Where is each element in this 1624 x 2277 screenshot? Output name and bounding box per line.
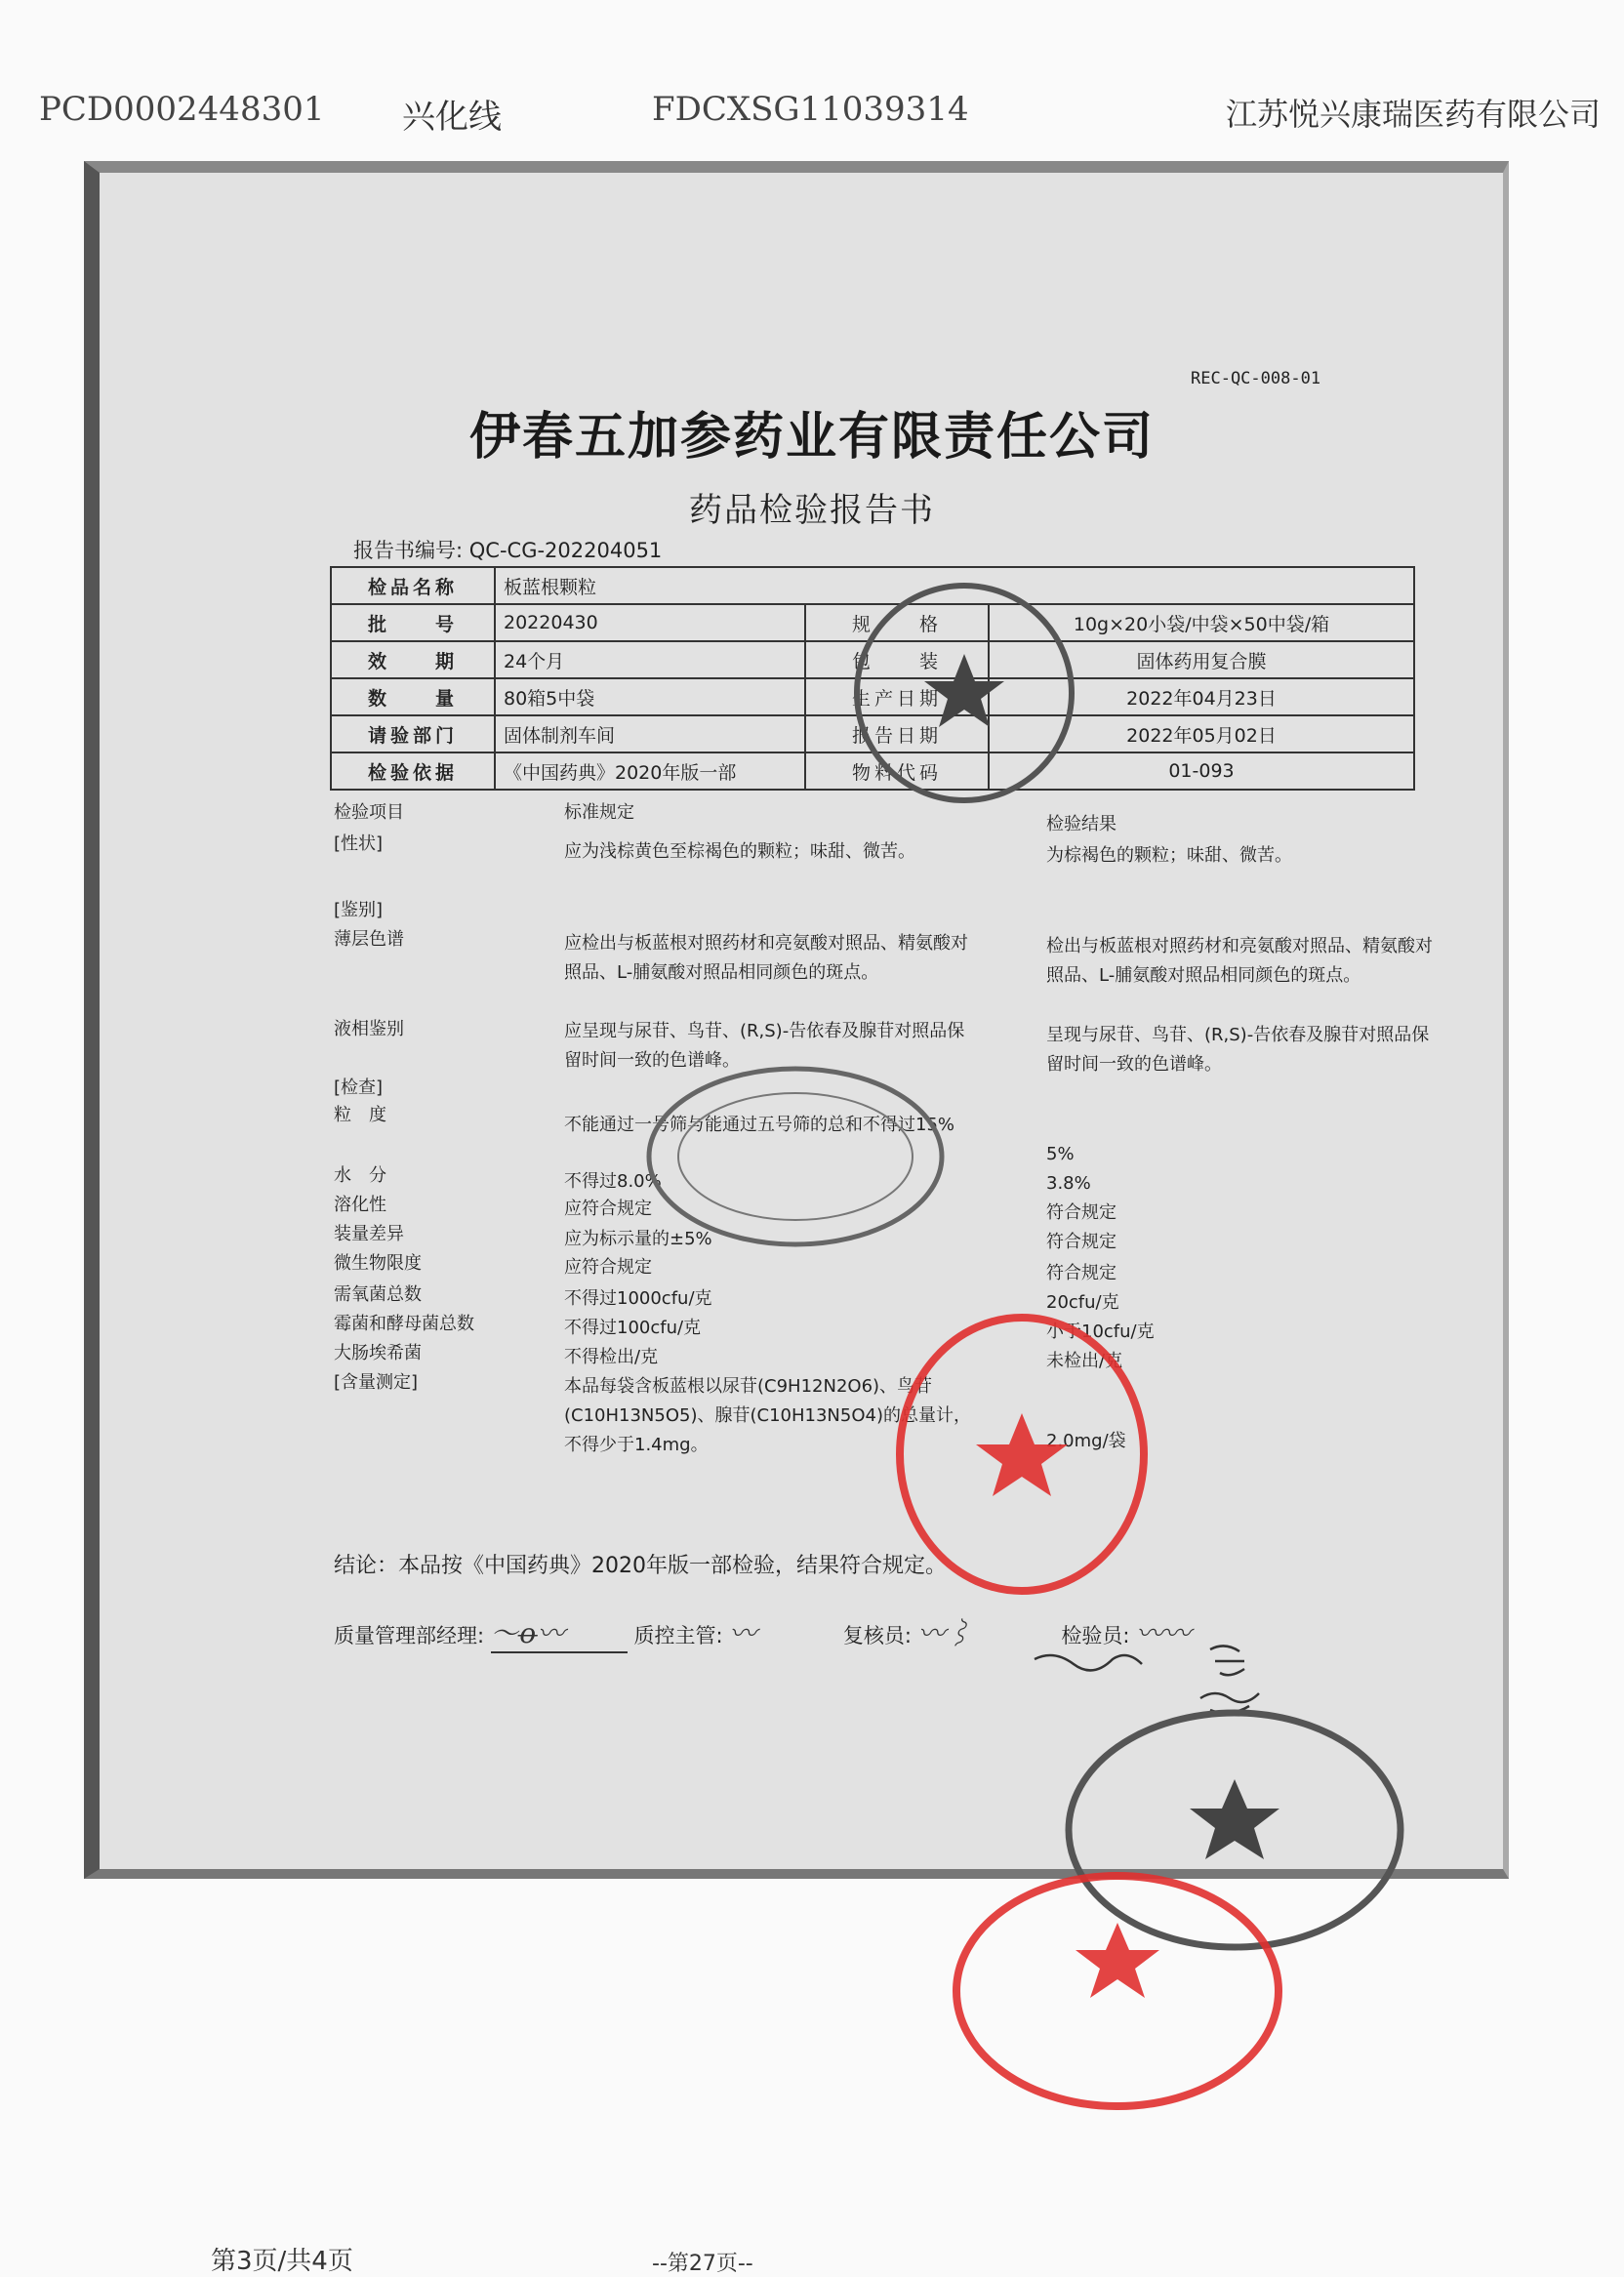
test-standard: 本品每袋含板蓝根以尿苷(C9H12N2O6)、鸟苷(C10H13N5O5)、腺苷(C10H13N5O4)的总量计，不得少于1.4mg。 [564, 1376, 971, 1455]
dept-label: 请验部门 [331, 715, 495, 752]
expiry-value: 24个月 [495, 641, 805, 678]
report-number [353, 535, 662, 564]
conclusion: 结论：本品按《中国药典》2020年版一部检验，结果符合规定。 [334, 1554, 947, 1578]
col-item-header: 检验项目 [334, 802, 404, 823]
material-value: 01-093 [989, 752, 1414, 790]
qm-manager-label: 质量管理部经理: [334, 1624, 485, 1647]
header-code-left: PCD0002448301 [39, 90, 325, 129]
test-item: 装量差异 [334, 1224, 404, 1244]
test-item: 溶化性 [334, 1195, 386, 1215]
prod-date-label: 生产日期 [805, 678, 989, 715]
test-standard: 应符合规定 [564, 1257, 652, 1278]
material-label: 物料代码 [805, 752, 989, 790]
qty-value: 80箱5中袋 [495, 678, 805, 715]
test-result: 3.8% [1046, 1173, 1091, 1194]
test-result: 呈现与尿苷、鸟苷、(R,S)-告依春及腺苷对照品保留时间一致的色谱峰。 [1046, 1025, 1430, 1075]
expiry-label: 效 期 [331, 641, 495, 678]
test-result: 符合规定 [1046, 1232, 1116, 1252]
test-standard: 应检出与板蓝根对照药材和亮氨酸对照品、精氨酸对照品、L-脯氨酸对照品相同颜色的斑点。 [564, 933, 968, 983]
report-date-value: 2022年05月02日 [989, 715, 1414, 752]
package-value: 固体药用复合膜 [989, 641, 1414, 678]
test-item: 液相鉴别 [334, 1019, 404, 1039]
report-title: 药品检验报告书 [689, 491, 935, 530]
test-standard: 不得过1000cfu/克 [564, 1288, 712, 1309]
footer-page-total: --第27页-- [652, 2252, 753, 2276]
test-standard: 应为标示量的±5% [564, 1229, 712, 1249]
batch-value: 20220430 [495, 604, 805, 641]
report-date-label: 报告日期 [805, 715, 989, 752]
test-item: 微生物限度 [334, 1253, 422, 1274]
report-number-value: QC-CG-202204051 [468, 539, 663, 562]
form-code: REC-QC-008-01 [1191, 369, 1321, 388]
col-standard-header: 标准规定 [564, 802, 634, 823]
test-item: 需氧菌总数 [334, 1284, 422, 1305]
test-result: 符合规定 [1046, 1202, 1116, 1223]
test-item: 霉菌和酵母菌总数 [334, 1314, 474, 1334]
inspector-label: 检验员: [1061, 1624, 1130, 1647]
company-title: 伊春五加参药业有限责任公司 [468, 408, 1155, 467]
test-item: [鉴别] [334, 900, 384, 920]
report-number-label: 报告书编号: [353, 539, 464, 562]
qc-supervisor-label: 质控主管: [633, 1624, 723, 1647]
test-item: 水 分 [334, 1165, 386, 1186]
test-result: 小于10cfu/克 [1046, 1321, 1155, 1342]
test-standard: 不得检出/克 [564, 1347, 659, 1367]
col-result-header: 检验结果 [1046, 814, 1116, 834]
basis-label: 检验依据 [331, 752, 495, 790]
test-standard: 不能通过一号筛与能通过五号筛的总和不得过15% [564, 1115, 955, 1135]
test-result: 符合规定 [1046, 1263, 1116, 1283]
qty-label: 数 量 [331, 678, 495, 715]
test-result: 20cfu/克 [1046, 1292, 1119, 1313]
company-seal-gray [847, 576, 1081, 810]
name-value: 板蓝根颗粒 [495, 567, 1414, 604]
test-standard: 应符合规定 [564, 1199, 652, 1219]
prod-date-value: 2022年04月23日 [989, 678, 1414, 715]
test-result: 检出与板蓝根对照药材和亮氨酸对照品、精氨酸对照品、L-脯氨酸对照品相同颜色的斑点。 [1046, 936, 1433, 986]
dept-value: 固体制剂车间 [495, 715, 805, 752]
test-standard: 应为浅棕黄色至棕褐色的颗粒；味甜、微苦。 [564, 841, 915, 862]
test-item: [性状] [334, 834, 384, 854]
package-label: 包 装 [805, 641, 989, 678]
reviewer-label: 复核员: [842, 1624, 912, 1647]
company-seal-red [890, 1308, 1154, 1601]
basis-value: 《中国药典》2020年版一部 [495, 752, 805, 790]
test-item: 粒 度 [334, 1105, 386, 1125]
test-result: 为棕褐色的颗粒；味甜、微苦。 [1046, 845, 1292, 866]
test-result: 2.0mg/袋 [1046, 1431, 1126, 1451]
header-route: 兴化线 [402, 98, 502, 137]
test-result: 未检出/克 [1046, 1351, 1123, 1371]
qc-supervisor-signature: 〰 [729, 1617, 757, 1649]
name-label: 检品名称 [331, 567, 495, 604]
header-company: 江苏悦兴康瑞医药有限公司 [1225, 96, 1601, 133]
qm-manager-signature: ～ꝋ〰 [491, 1612, 628, 1653]
test-standard: 不得过8.0% [564, 1171, 662, 1192]
spec-value: 10g×20小袋/中袋×50中袋/箱 [989, 604, 1414, 641]
qc-dept-seal-gray [639, 1059, 952, 1254]
jiuzhoutong-seal-red [947, 1864, 1288, 2118]
inspector-signature: 〰〰 [1136, 1617, 1192, 1649]
test-item: 薄层色谱 [334, 929, 404, 950]
test-item: [含量测定] [334, 1372, 419, 1393]
footer-page: 第3页/共4页 [211, 2247, 353, 2276]
test-result: 5% [1046, 1144, 1075, 1164]
reviewer-signature: 〰⌇ [917, 1617, 973, 1649]
test-item: [检查] [334, 1078, 384, 1098]
spec-label: 规 格 [805, 604, 989, 641]
test-item: 大肠埃希菌 [334, 1343, 422, 1363]
test-standard: 不得过100cfu/克 [564, 1318, 702, 1338]
test-standard: 应呈现与尿苷、鸟苷、(R,S)-告依春及腺苷对照品保留时间一致的色谱峰。 [564, 1021, 965, 1071]
header-code-mid: FDCXSG11039314 [652, 90, 969, 129]
batch-label: 批 号 [331, 604, 495, 641]
